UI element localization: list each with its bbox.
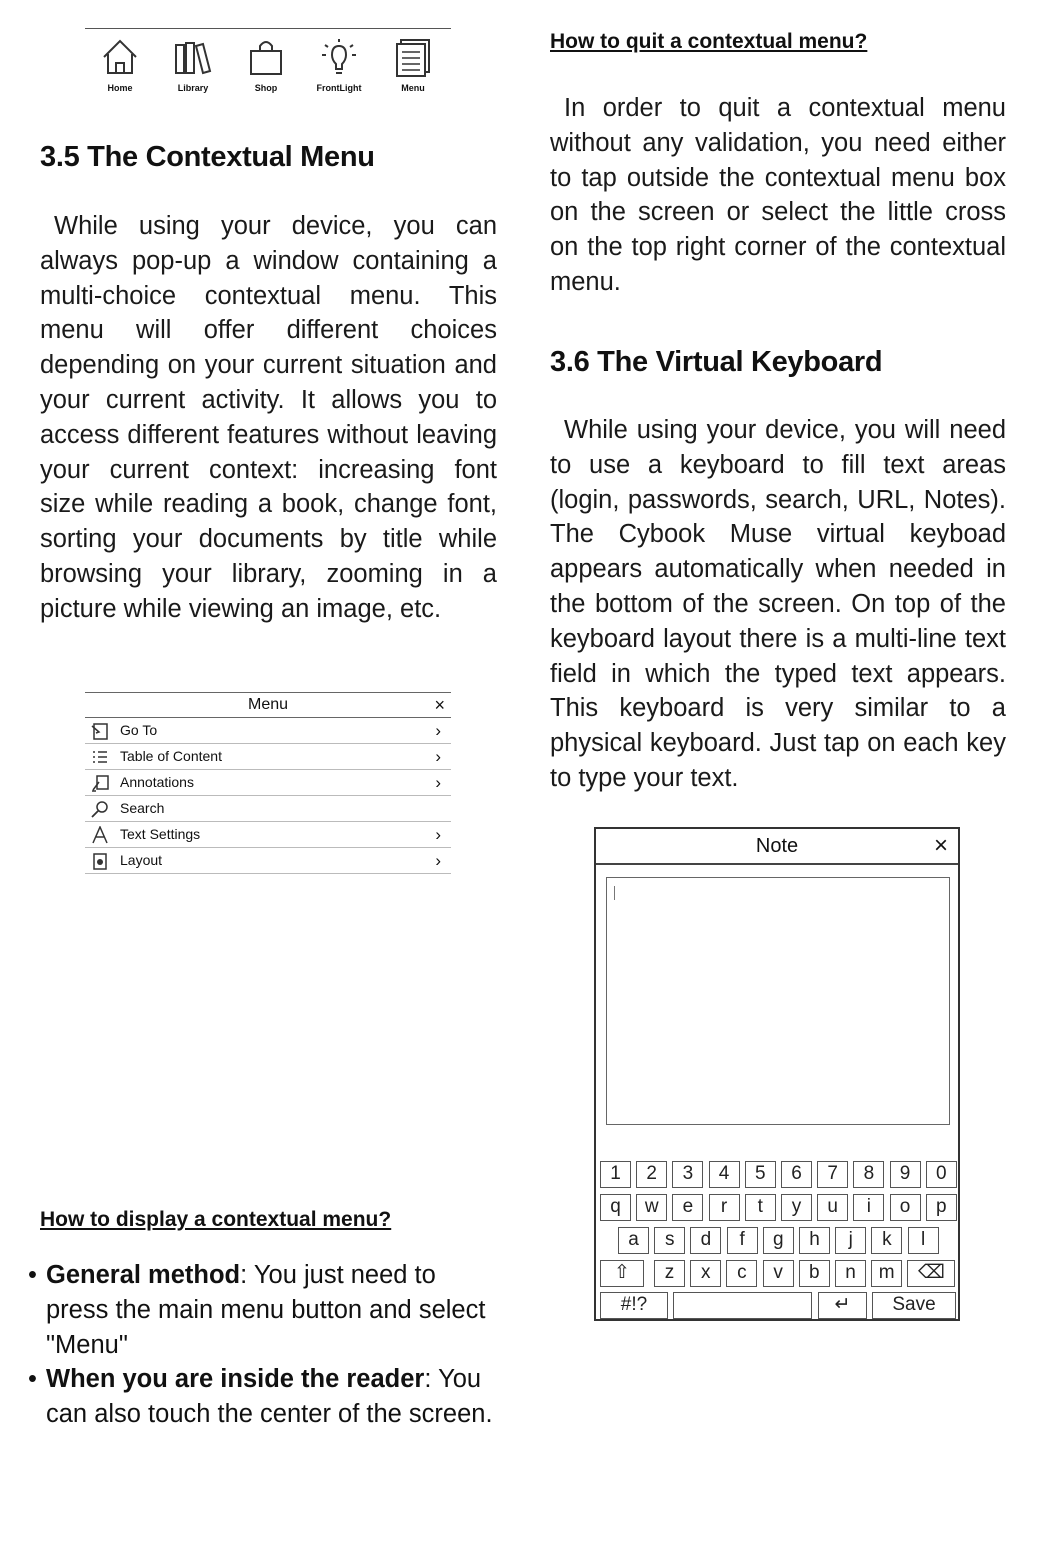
key-j: j [835, 1227, 866, 1254]
nav-label-home: Home [107, 83, 133, 93]
section-3-5-body: While using your device, you can always pop-up a window containing a multi-choice contextual menu. This menu will offer different choices depending on your current situation and your current activity. It allows you to access different features without leaving your current context: increasing font size while reading a book, change font, sorting your documents by title while browsing your library, zooming in a picture while viewing an image, etc. [40, 212, 497, 623]
keyboard-row-numbers [596, 1161, 958, 1188]
bullet-text: : You can also touch the center of the screen. [46, 1365, 493, 1429]
menu-close-icon: × [434, 695, 445, 715]
key-a: a [618, 1227, 649, 1254]
menu-item-layout [85, 848, 451, 874]
nav-item-menu [383, 37, 443, 93]
key-shift: ⇧ [600, 1260, 644, 1287]
keyboard-row-asdf [596, 1227, 958, 1254]
menu-item-label: Table of Content [120, 748, 222, 764]
menu-item-label: Text Settings [120, 826, 201, 842]
nav-item-library [163, 37, 223, 93]
section-3-6-title: 3.6 The Virtual Keyboard [550, 346, 883, 378]
nav-item-shop [236, 37, 296, 93]
menu-title: Menu [247, 696, 289, 713]
chevron-right-icon: › [435, 773, 441, 792]
menu-item-label: Annotations [120, 774, 194, 790]
note-close-icon: × [933, 832, 948, 859]
nav-label-library: Library [177, 83, 209, 93]
menu-item-label: Layout [120, 852, 163, 868]
key-l: l [908, 1227, 939, 1254]
bullet-general-method [28, 1258, 498, 1362]
key-save: Save [872, 1292, 956, 1319]
nav-label-frontlight: FrontLight [316, 83, 362, 93]
note-header [596, 829, 958, 865]
menu-item-annotations [85, 770, 451, 796]
key-2: 2 [636, 1161, 667, 1188]
key-enter: ↵ [818, 1292, 867, 1319]
display-menu-heading: How to display a contextual menu? [40, 1208, 392, 1231]
key-b: b [799, 1260, 830, 1287]
key-k: k [871, 1227, 902, 1254]
key-s: s [654, 1227, 685, 1254]
key-q: q [600, 1194, 631, 1221]
layout-icon [91, 852, 109, 870]
key-8: 8 [853, 1161, 884, 1188]
key-y: y [781, 1194, 812, 1221]
menu-item-label: Go To [120, 722, 158, 738]
key-7: 7 [817, 1161, 848, 1188]
device-nav-bar-figure [85, 28, 451, 101]
key-5: 5 [745, 1161, 776, 1188]
key-backspace: ⌫ [907, 1260, 955, 1287]
quit-menu-body: In order to quit a contextual menu without any validation, you need either to tap outside the contextual menu box on the screen or select the little cross on the top right corner of the contextual menu. [550, 94, 1006, 296]
section-3-6-body: While using your device, you will need to use a keyboard to fill text areas (login, passwords, search, URL, Notes). The Cybook Muse virtual keyboad appears automatically when needed in the bottom of the screen. On top of the keyboard layout there is a multi-line text field in which the typed text appears. This keyboard is very similar to a physical keyboard. Just tap on each key to type your text. [550, 416, 1006, 792]
go-to-icon [91, 722, 109, 740]
text-caret [614, 886, 615, 900]
note-text-area [606, 877, 950, 1125]
search-icon [91, 800, 109, 818]
key-1: 1 [600, 1161, 631, 1188]
library-icon [173, 37, 213, 77]
key-d: d [690, 1227, 721, 1254]
key-v: v [763, 1260, 794, 1287]
key-e: e [672, 1194, 703, 1221]
key-r: r [709, 1194, 740, 1221]
key-4: 4 [709, 1161, 740, 1188]
note-title: Note [755, 835, 799, 857]
key-t: t [745, 1194, 776, 1221]
chevron-right-icon: › [435, 721, 441, 740]
chevron-right-icon: › [435, 851, 441, 870]
chevron-right-icon: › [435, 747, 441, 766]
key-9: 9 [890, 1161, 921, 1188]
key-m: m [871, 1260, 902, 1287]
bullet-text: : You just need to press the main menu button and select "Menu" [46, 1261, 486, 1359]
key-w: w [636, 1194, 667, 1221]
menu-list-icon [393, 37, 433, 77]
key-u: u [817, 1194, 848, 1221]
key-3: 3 [672, 1161, 703, 1188]
key-z: z [654, 1260, 685, 1287]
chevron-right-icon: › [435, 825, 441, 844]
key-0: 0 [926, 1161, 957, 1188]
list-icon [91, 748, 109, 766]
key-symbols: #!? [600, 1292, 668, 1319]
key-h: h [799, 1227, 830, 1254]
key-c: c [726, 1260, 757, 1287]
contextual-menu-figure [85, 692, 451, 874]
nav-item-home [90, 37, 150, 93]
bullet-bold: When you are inside the reader [46, 1365, 425, 1394]
menu-item-search [85, 796, 451, 822]
key-p: p [926, 1194, 957, 1221]
menu-item-label: Search [120, 800, 165, 816]
key-n: n [835, 1260, 866, 1287]
keyboard-row-qwerty [596, 1194, 958, 1221]
key-6: 6 [781, 1161, 812, 1188]
annotations-icon [91, 774, 109, 792]
section-3-5-title: 3.5 The Contextual Menu [40, 141, 375, 173]
key-space [673, 1292, 812, 1319]
menu-item-text-settings [85, 822, 451, 848]
key-g: g [763, 1227, 794, 1254]
note-keyboard-figure [594, 827, 960, 1321]
shop-bag-icon [246, 37, 286, 77]
nav-item-frontlight [309, 37, 369, 93]
nav-label-menu: Menu [401, 83, 425, 93]
bullet-bold: General method [46, 1261, 241, 1289]
display-menu-bullets [28, 1258, 498, 1432]
bulb-icon [319, 37, 359, 77]
keyboard-row-zxcv [596, 1260, 958, 1287]
nav-label-shop: Shop [254, 83, 278, 93]
text-settings-icon [91, 826, 109, 844]
key-f: f [727, 1227, 758, 1254]
key-o: o [890, 1194, 921, 1221]
key-x: x [690, 1260, 721, 1287]
key-i: i [853, 1194, 884, 1221]
menu-item-table-of-content [85, 744, 451, 770]
quit-menu-heading: How to quit a contextual menu? [550, 30, 868, 53]
menu-item-go-to [85, 718, 451, 744]
bullet-inside-reader [28, 1362, 498, 1432]
keyboard-row-bottom [596, 1292, 958, 1319]
menu-header [85, 692, 451, 718]
home-icon [100, 37, 140, 77]
